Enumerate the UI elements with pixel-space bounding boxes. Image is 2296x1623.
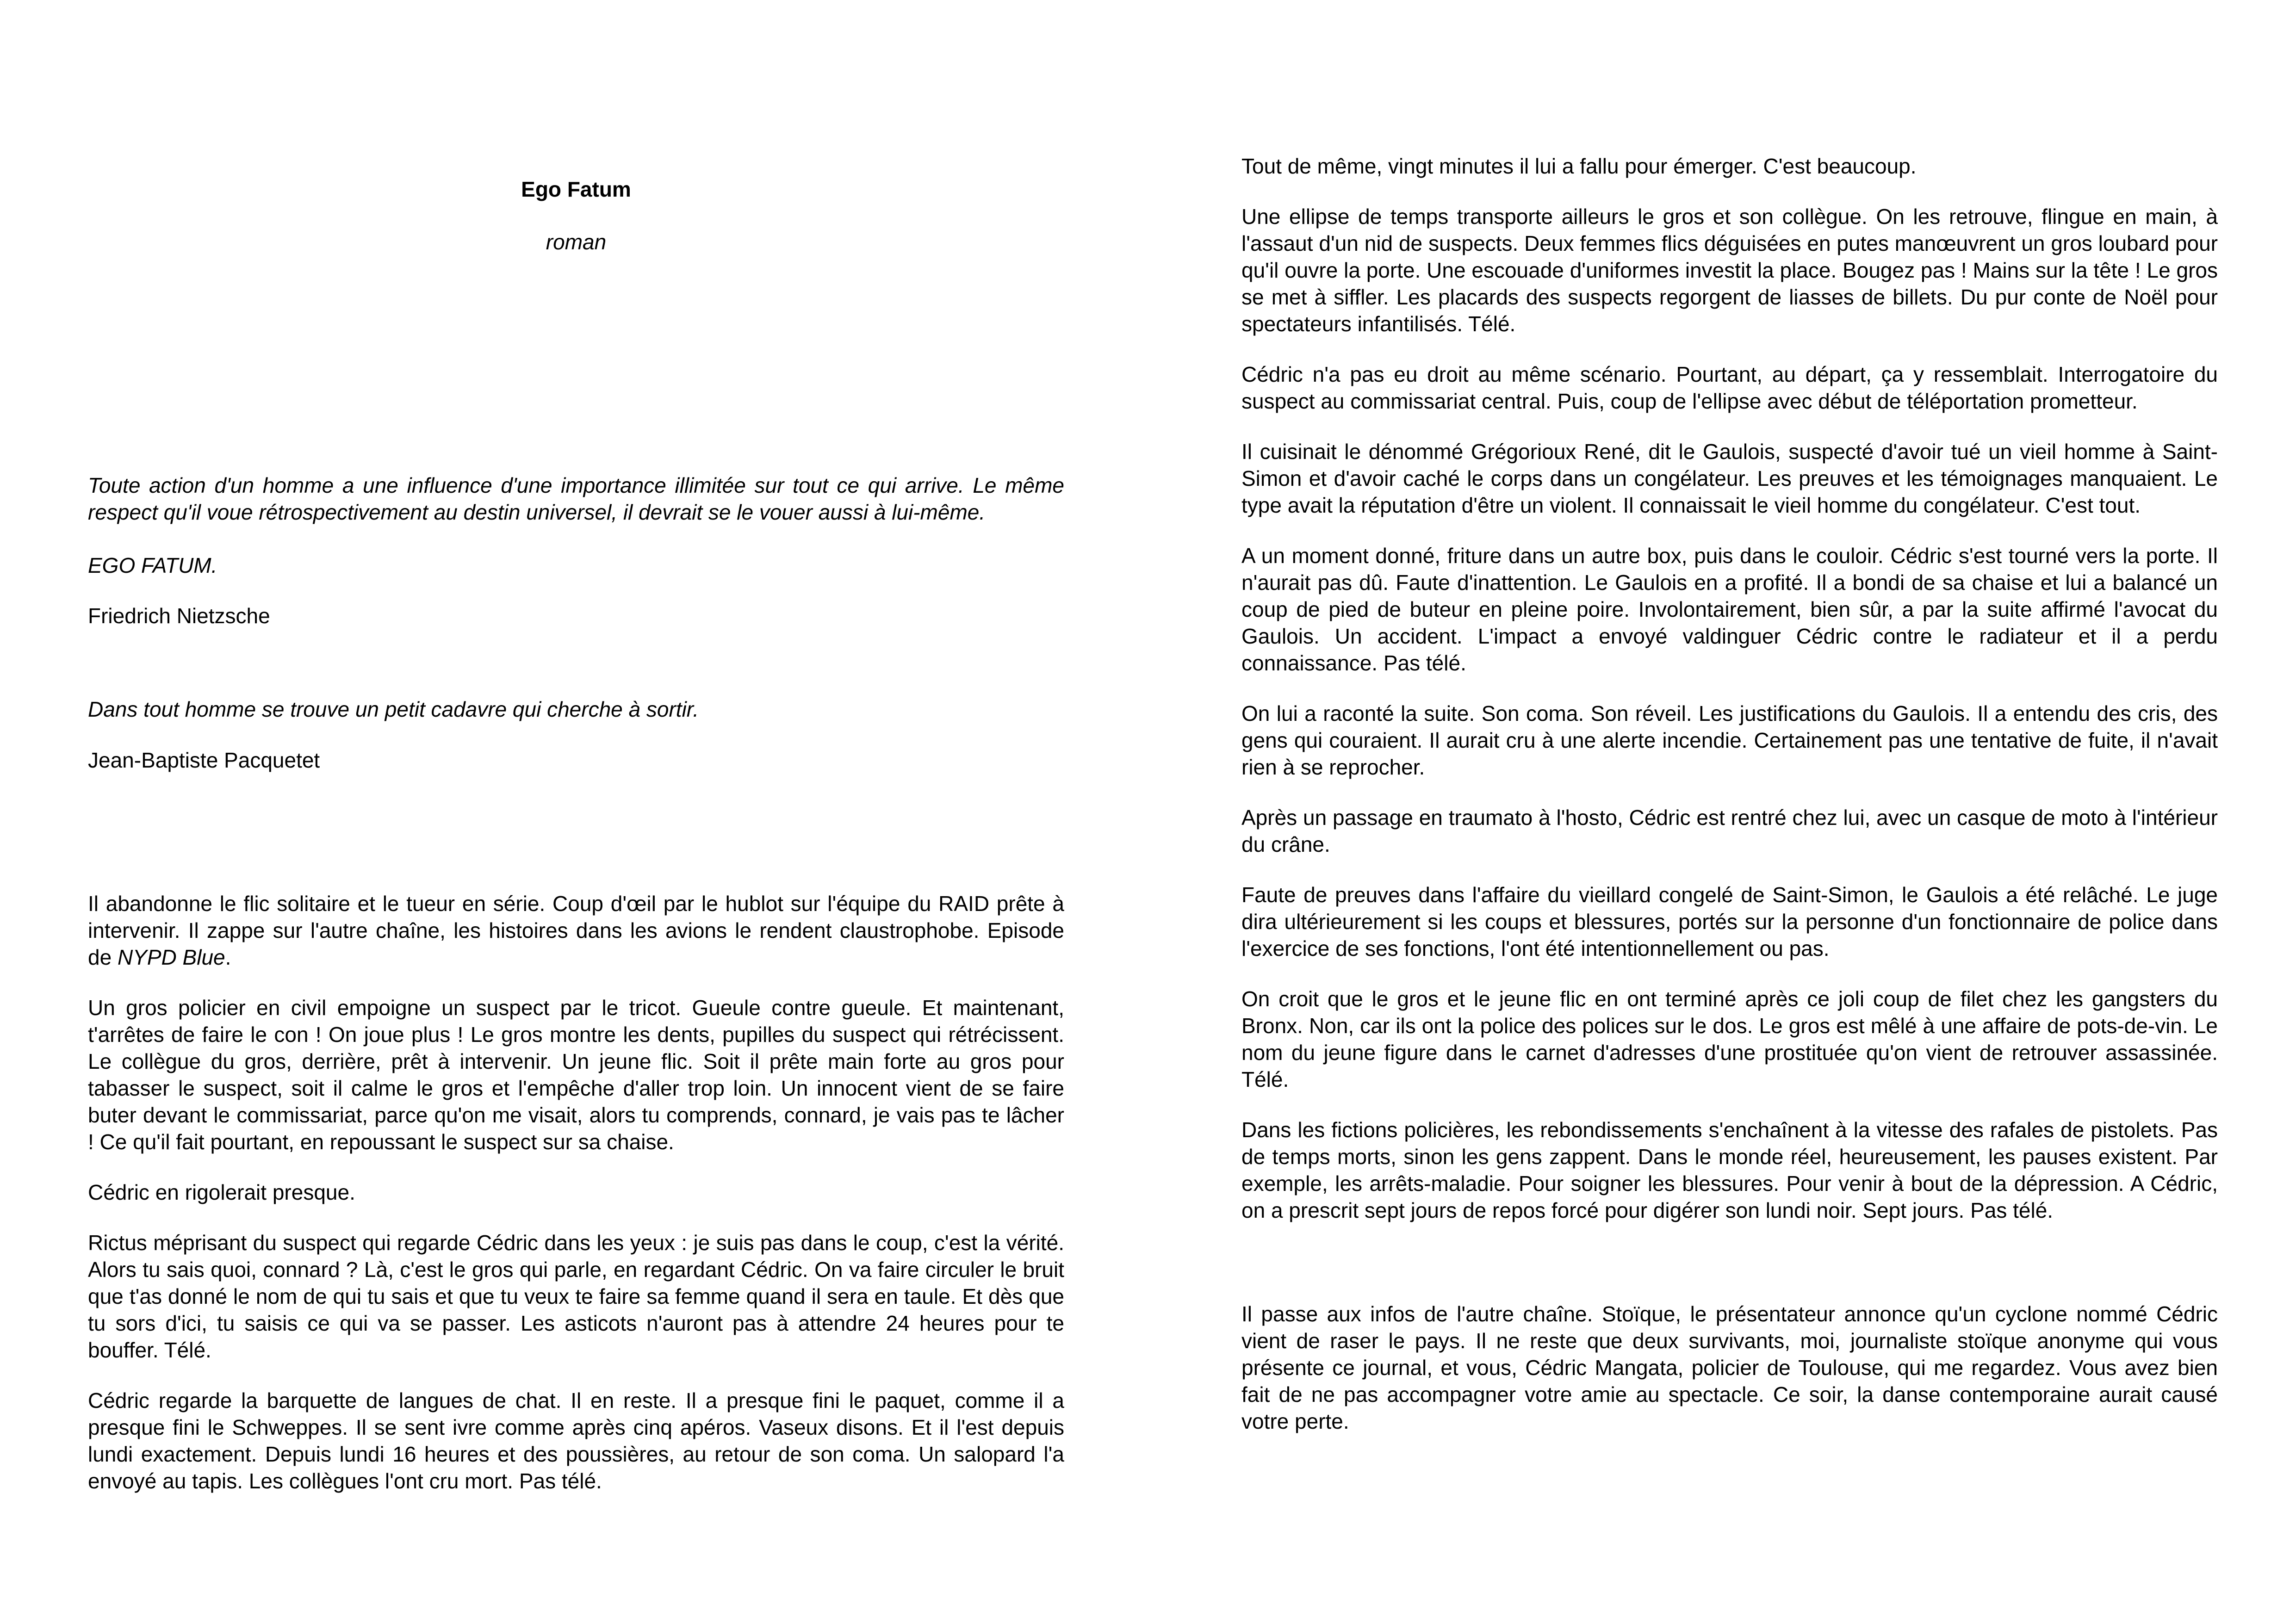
paragraph: Cédric n'a pas eu droit au même scénario. Pourtant, au départ, ça y ressemblait. Interrogatoire du suspect au commissariat central. Puis, coup de l'ellipse avec début de téléportation prometteur. bbox=[1241, 362, 2218, 413]
paragraph: Dans les fictions policières, les rebondissements s'enchaînent à la vitesse des rafales de pistolets. Pas de temps morts, sinon les gens zappent. Dans le monde réel, heureusement, les pauses existent. Par exemple, les arrêts-maladie. Pour soigner les blessures. Pour venir à bout de la dépression. A Cédric, on a prescrit sept jours de repos forcé pour digérer son lundi noir. Sept jours. Pas télé. bbox=[1241, 1118, 2218, 1222]
book-subtitle: roman bbox=[546, 230, 607, 254]
paragraph: Rictus méprisant du suspect qui regarde Cédric dans les yeux : je suis pas dans le coup, c'est la vérité. Alors tu sais quoi, connard ? Là, c'est le gros qui parle, en regardant Cédric. On va faire circuler le bruit que t'as donné le nom de qui tu sais et que tu veux te faire sa femme quand il sera en taule. Et dès que tu sors d'ici, tu saisis ce qui va se passer. Les asticots n'auront pas à attendre 24 heures pour te bouffer. Télé. bbox=[88, 1231, 1064, 1362]
paragraph: On croit que le gros et le jeune flic en ont terminé après ce joli coup de filet chez les gangsters du Bronx. Non, car ils ont la police des polices sur le dos. Le gros est mêlé à une affaire de pots-de-vin. Le nom du jeune figure dans le carnet d'adresses d'une prostituée qu'on vient de retrouver assassinée. Télé. bbox=[1241, 987, 2218, 1091]
body-text bbox=[1241, 153, 2218, 1458]
paragraph: Un gros policier en civil empoigne un suspect par le tricot. Gueule contre gueule. Et maintenant, t'arrêtes de faire le con ! On joue plus ! Le gros montre les dents, pupilles du suspect qui rétrécissent. Le collègue du gros, derrière, prêt à intervenir. Un jeune flic. Soit il prête main forte au gros pour tabasser le suspect, soit il calme le gros et l'empêche d'aller trop loin. Un innocent vient de se faire buter devant le commissariat, parce qu'on me visait, alors tu comprends, connard, je vais pas te lâcher ! Ce qu'il fait pourtant, en repoussant le suspect sur sa chaise. bbox=[88, 996, 1064, 1154]
paragraph-text: Il abandonne le flic solitaire et le tueur en série. Coup d'œil par le hublot sur l'équipe du RAID prête à intervenir. Il zappe sur l'autre chaîne, les histoires dans les avions le rendent claustrophobe. Episode de bbox=[88, 892, 1064, 969]
right-page bbox=[1241, 0, 2218, 1623]
paragraph bbox=[88, 890, 1064, 971]
paragraph: Il passe aux infos de l'autre chaîne. Stoïque, le présentateur annonce qu'un cyclone nommé Cédric vient de raser le pays. Il ne reste que deux survivants, moi, journaliste stoïque anonyme qui vous présente ce journal, et vous, Cédric Mangata, policier de Toulouse, qui me regardez. Vous avez bien fait de ne pas accompagner votre amie au spectacle. Ce soir, la danse contemporaine aurait causé votre perte. bbox=[1241, 1302, 2218, 1433]
show-title: NYPD Blue bbox=[117, 945, 225, 969]
paragraph: Tout de même, vingt minutes il lui a fallu pour émerger. C'est beaucoup. bbox=[1241, 154, 1917, 178]
paragraph: On lui a raconté la suite. Son coma. Son réveil. Les justifications du Gaulois. Il a entendu des cris, des gens qui couraient. Il aurait cru à une alerte incendie. Certainement pas une tentative de fuite, il n'avait rien à se reprocher. bbox=[1241, 701, 2218, 779]
body-text bbox=[88, 890, 1064, 1518]
paragraph: Cédric en rigolerait presque. bbox=[88, 1180, 355, 1204]
paragraph: Il cuisinait le dénommé Grégorioux René, dit le Gaulois, suspecté d'avoir tué un vieil homme à Saint-Simon et d'avoir caché le corps dans un congélateur. Les preuves et les témoignages manquaient. Le type avait la réputation d'être un violent. Il connaissait le vieil homme du congélateur. C'est tout. bbox=[1241, 440, 2218, 517]
paragraph: Cédric regarde la barquette de langues de chat. Il en reste. Il a presque fini le paquet, comme il a presque fini le Schweppes. Il se sent ivre comme après cinq apéros. Vaseux disons. Et il l'est depuis lundi exactement. Depuis lundi 16 heures et des poussières, au retour de son coma. Un salopard l'a envoyé au tapis. Les collègues l'ont cru mort. Pas télé. bbox=[88, 1388, 1064, 1493]
paragraph: Après un passage en traumato à l'hosto, Cédric est rentré chez lui, avec un casque de moto à l'intérieur du crâne. bbox=[1241, 805, 2218, 856]
section-break bbox=[1241, 1247, 2218, 1301]
epigraph-quote: Dans tout homme se trouve un petit cadavre qui cherche à sortir. bbox=[88, 697, 699, 721]
epigraph-author: Friedrich Nietzsche bbox=[88, 604, 270, 628]
book-title: Ego Fatum bbox=[521, 177, 631, 201]
paragraph: Une ellipse de temps transporte ailleurs le gros et son collègue. On les retrouve, flingue en main, à l'assaut d'un nid de suspects. Deux femmes flics déguisées en putes manœuvrent un gros loubard pour qu'il ouvre la porte. Une escouade d'uniformes investit la place. Bougez pas ! Mains sur la tête ! Le gros se met à siffler. Les placards des suspects regorgent de liasses de billets. Du pur conte de Noël pour spectateurs infantilisés. Télé. bbox=[1241, 204, 2218, 336]
epigraph-author: Jean-Baptiste Pacquetet bbox=[88, 748, 320, 772]
paragraph-text: . bbox=[225, 945, 231, 969]
epigraph-quote: Toute action d'un homme a une influence d'une importance illimitée sur tout ce qui arrive. Le même respect qu'il voue rétrospectivement au destin universel, il devrait se le vouer aussi à lui-même. bbox=[88, 473, 1064, 524]
epigraph-source: EGO FATUM. bbox=[88, 553, 217, 577]
paragraph: Faute de preuves dans l'affaire du vieillard congelé de Saint-Simon, le Gaulois a été relâché. Le juge dira ultérieurement si les coups et blessures, portés sur la personne d'un fonctionnaire de police dans l'exercice de ses fonctions, l'ont été intentionnellement ou pas. bbox=[1241, 883, 2218, 960]
paragraph: A un moment donné, friture dans un autre box, puis dans le couloir. Cédric s'est tourné vers la porte. Il n'aurait pas dû. Faute d'inattention. Le Gaulois en a profité. Il a bondi de sa chaise et lui a balancé un coup de pied de buteur en pleine poire. Involontairement, bien sûr, a par la suite affirmé l'avocat du Gaulois. Un accident. L'impact a envoyé valdinguer Cédric contre le radiateur et il a perdu connaissance. Pas télé. bbox=[1241, 544, 2218, 675]
left-page bbox=[88, 0, 1064, 1623]
